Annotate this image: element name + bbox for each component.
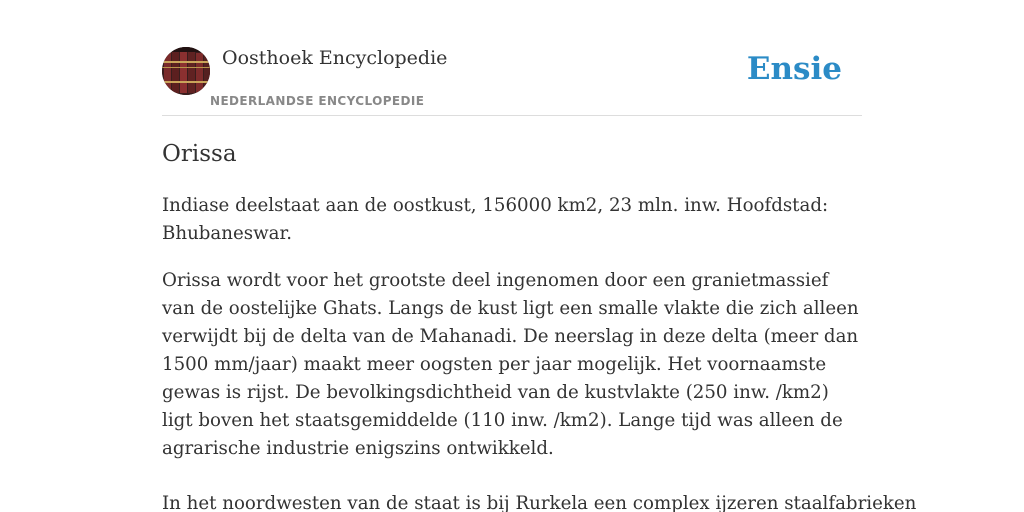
article-title: Orissa <box>162 141 237 167</box>
site-subtitle: NEDERLANDSE ENCYCLOPEDIE <box>210 94 425 108</box>
site-title[interactable]: Oosthoek Encyclopedie <box>222 47 448 69</box>
avatar[interactable] <box>162 47 210 95</box>
article-paragraph: Orissa wordt voor het grootste deel ingenomen door een granietmassief van de oostelijke Ghats. Langs de kust ligt een smalle vlakte die zich alleen verwijdt bij de delta van de Mahanadi. De neerslag in deze delta (meer dan 1500 mm/jaar) maakt meer oogsten per jaar mogelijk. Het voornaamste gewas is rijst. De bevolkingsdichtheid van de kustvlakte (250 inw. /km2) ligt boven het staatsgemiddelde (110 inw. /km2). Lange tijd was alleen de agrarische industrie enigszins ontwikkeld. <box>162 270 859 459</box>
ensie-logo-link[interactable]: Ensie <box>746 51 842 87</box>
site-header <box>162 0 862 116</box>
book-spines-icon <box>162 47 210 95</box>
article-paragraph: In het noordwesten van de staat is bij Rurkela een complex ijzeren staalfabrieken <box>162 493 917 512</box>
article-paragraph: Indiase deelstaat aan de oostkust, 156000 km2, 23 mln. inw. Hoofdstad: Bhubaneswar. <box>162 195 829 244</box>
content-container <box>162 0 917 512</box>
